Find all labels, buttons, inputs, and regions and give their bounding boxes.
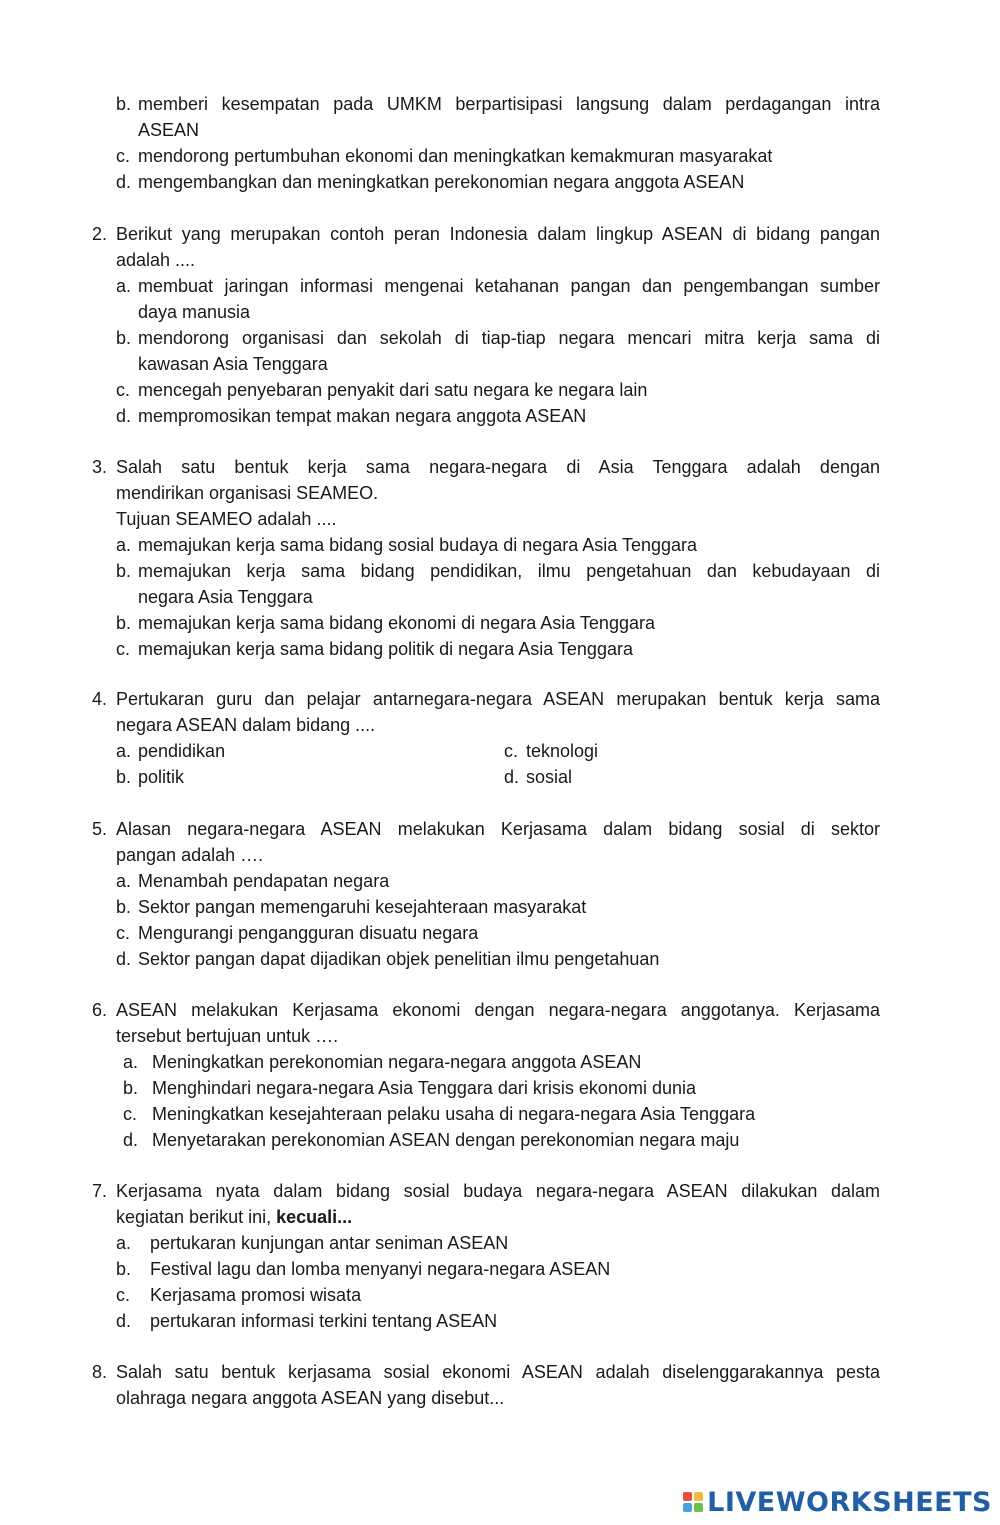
option-2a — [92, 273, 880, 299]
question-line — [92, 454, 880, 480]
option-label: c. — [116, 923, 131, 943]
option-2b — [92, 325, 880, 351]
liveworksheets-logo — [683, 1485, 992, 1519]
option-label: c. — [116, 639, 131, 659]
option-2c — [92, 377, 880, 403]
option-3b-second — [92, 610, 880, 636]
question-line — [92, 997, 880, 1023]
option-7c — [92, 1282, 880, 1308]
option-text: Menyetarakan perekonomian ASEAN dengan perekonomian negara maju — [152, 1130, 740, 1150]
option-text: Sektor pangan memengaruhi kesejahteraan masyarakat — [138, 897, 587, 917]
option-continuation: negara Asia Tenggara — [138, 587, 313, 607]
question-line — [92, 506, 880, 532]
question-number: 6. — [92, 1000, 108, 1020]
question-line — [92, 247, 880, 273]
option-text: mempromosikan tempat makan negara anggota ASEAN — [138, 406, 587, 426]
option-continuation: daya manusia — [138, 302, 251, 322]
question-text-bold: kecuali... — [276, 1207, 353, 1227]
option-label: d. — [116, 172, 132, 192]
option-5a — [92, 868, 880, 894]
option-label: a. — [123, 1052, 139, 1072]
question-text: Tujuan SEAMEO adalah .... — [116, 509, 337, 529]
question-line — [92, 816, 880, 842]
question-4 — [92, 686, 880, 790]
option-text: memajukan kerja sama bidang ekonomi di negara Asia Tenggara — [138, 613, 655, 633]
option-text: memajukan kerja sama bidang sosial budaya di negara Asia Tenggara — [138, 535, 698, 555]
option-text: mendorong organisasi dan sekolah di tiap-tiap negara mencari mitra kerja sama di — [138, 328, 880, 348]
option-text: mendorong pertumbuhan ekonomi dan meningkatkan kemakmuran masyarakat — [138, 146, 773, 166]
option-text: Menambah pendapatan negara — [138, 871, 390, 891]
option-text: Meningkatkan perekonomian negara-negara anggota ASEAN — [152, 1052, 642, 1072]
question-text: Salah satu bentuk kerja sama negara-negara di Asia Tenggara adalah dengan — [116, 457, 880, 477]
option-text: memberi kesempatan pada UMKM berpartisipasi langsung dalam perdagangan intra — [138, 94, 880, 114]
question-text-plain: kegiatan berikut ini, — [116, 1207, 272, 1227]
option-row-4ac — [92, 738, 880, 764]
question-number: 8. — [92, 1362, 108, 1382]
option-label: b. — [116, 328, 132, 348]
question-text: Berikut yang merupakan contoh peran Indonesia dalam lingkup ASEAN di bidang pangan — [116, 224, 880, 244]
question-text: pangan adalah …. — [116, 845, 264, 865]
question-text: Alasan negara-negara ASEAN melakukan Kerjasama dalam bidang sosial di sektor — [116, 819, 880, 839]
question-text: ASEAN melakukan Kerjasama ekonomi dengan negara-negara anggotanya. Kerjasama — [116, 1000, 880, 1020]
option-text: politik — [138, 767, 185, 787]
question-5 — [92, 816, 880, 972]
option-text: memajukan kerja sama bidang pendidikan, ilmu pengetahuan dan kebudayaan di — [138, 561, 880, 581]
option-7a — [92, 1230, 880, 1256]
question-2 — [92, 221, 880, 429]
question-line — [92, 842, 880, 868]
option-label: c. — [116, 1285, 131, 1305]
question-number: 2. — [92, 224, 108, 244]
option-text: teknologi — [526, 741, 599, 761]
option-text: mencegah penyebaran penyakit dari satu negara ke negara lain — [138, 380, 648, 400]
question-line — [92, 221, 880, 247]
question-text: Pertukaran guru dan pelajar antarnegara-negara ASEAN merupakan bentuk kerja sama — [116, 689, 880, 709]
question-text: negara ASEAN dalam bidang .... — [116, 715, 376, 735]
option-label: b. — [116, 561, 132, 581]
option-label: d. — [504, 767, 520, 787]
question-line — [92, 1359, 880, 1385]
option-text: Festival lagu dan lomba menyanyi negara-negara ASEAN — [150, 1259, 611, 1279]
question-line — [92, 1023, 880, 1049]
question-8 — [92, 1359, 880, 1411]
option-label: c. — [116, 146, 131, 166]
option-1b — [92, 91, 880, 117]
option-text: Meningkatkan kesejahteraan pelaku usaha di negara-negara Asia Tenggara — [152, 1104, 756, 1124]
question-number: 5. — [92, 819, 108, 839]
option-3b — [92, 558, 880, 584]
question-number: 4. — [92, 689, 108, 709]
option-label: c. — [123, 1104, 138, 1124]
option-1d — [92, 169, 880, 195]
option-3a — [92, 532, 880, 558]
question-line — [92, 686, 880, 712]
option-continuation: kawasan Asia Tenggara — [138, 354, 328, 374]
option-label: a. — [116, 276, 132, 296]
option-label: d. — [116, 1311, 132, 1331]
option-label: c. — [116, 380, 131, 400]
question-number: 7. — [92, 1181, 108, 1201]
option-text: sosial — [526, 767, 573, 787]
question-7 — [92, 1178, 880, 1334]
option-2d — [92, 403, 880, 429]
option-text: pertukaran informasi terkini tentang ASEAN — [150, 1311, 498, 1331]
question-text — [116, 1204, 880, 1230]
option-text: pertukaran kunjungan antar seniman ASEAN — [150, 1233, 509, 1253]
option-label: a. — [116, 741, 132, 761]
option-7b — [92, 1256, 880, 1282]
option-label: a. — [116, 535, 132, 555]
option-label: b. — [116, 94, 132, 114]
option-text: memajukan kerja sama bidang politik di negara Asia Tenggara — [138, 639, 633, 659]
question-text: adalah .... — [116, 250, 196, 270]
option-label: a. — [116, 1233, 132, 1253]
option-label: a. — [116, 871, 132, 891]
option-7d — [92, 1308, 880, 1334]
question-6 — [92, 997, 880, 1153]
logo-text: LIVEWORKSHEETS — [707, 1486, 992, 1518]
option-6c — [92, 1101, 880, 1127]
option-text: pendidikan — [138, 741, 226, 761]
option-label: c. — [504, 741, 519, 761]
question-line — [92, 1178, 880, 1204]
option-5c — [92, 920, 880, 946]
option-label: b. — [116, 897, 132, 917]
question-text: Salah satu bentuk kerjasama sosial ekonomi ASEAN adalah diselenggarakannya pesta — [116, 1362, 880, 1382]
option-5d — [92, 946, 880, 972]
option-text: membuat jaringan informasi mengenai ketahanan pangan dan pengembangan sumber — [138, 276, 880, 296]
question-line — [92, 712, 880, 738]
option-label: b. — [116, 613, 132, 633]
liveworksheets-mark-icon — [683, 1492, 703, 1512]
option-label: d. — [123, 1130, 139, 1150]
option-text: Menghindari negara-negara Asia Tenggara dari krisis ekonomi dunia — [152, 1078, 696, 1098]
question-number: 3. — [92, 457, 108, 477]
question-text: tersebut bertujuan untuk …. — [116, 1026, 339, 1046]
question-line — [92, 480, 880, 506]
option-text: Kerjasama promosi wisata — [150, 1285, 362, 1305]
option-text: Mengurangi pengangguran disuatu negara — [138, 923, 479, 943]
option-label: d. — [116, 949, 132, 969]
option-5b — [92, 894, 880, 920]
question-1-options — [92, 91, 880, 195]
question-text: mendirikan organisasi SEAMEO. — [116, 483, 379, 503]
question-line — [92, 1385, 880, 1411]
option-1c — [92, 143, 880, 169]
option-label: b. — [116, 1259, 132, 1279]
question-text: Kerjasama nyata dalam bidang sosial budaya negara-negara ASEAN dilakukan dalam — [116, 1181, 880, 1201]
option-3c — [92, 636, 880, 662]
option-label: d. — [116, 406, 132, 426]
option-text: mengembangkan dan meningkatkan perekonomian negara anggota ASEAN — [138, 172, 745, 192]
option-label: b. — [116, 767, 132, 787]
option-6d — [92, 1127, 880, 1153]
question-text: olahraga negara anggota ASEAN yang disebut... — [116, 1388, 505, 1408]
option-text: Sektor pangan dapat dijadikan objek penelitian ilmu pengetahuan — [138, 949, 660, 969]
option-row-4bd — [92, 764, 880, 790]
question-line — [92, 1204, 880, 1230]
option-label: b. — [123, 1078, 139, 1098]
option-6b — [92, 1075, 880, 1101]
question-3 — [92, 454, 880, 662]
option-6a — [92, 1049, 880, 1075]
option-continuation: ASEAN — [138, 120, 200, 140]
